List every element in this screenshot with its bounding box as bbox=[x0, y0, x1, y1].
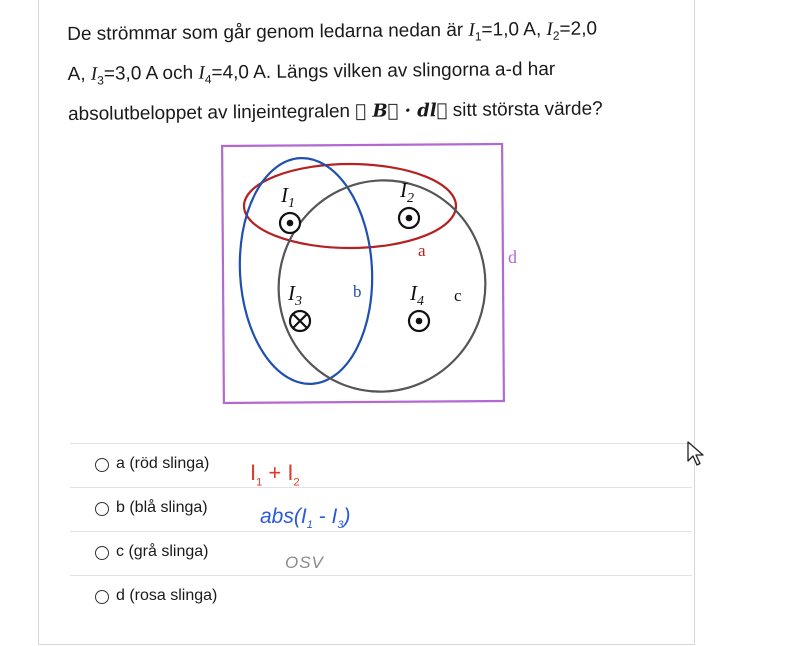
option-row-c[interactable] bbox=[70, 531, 692, 574]
option-c-label[interactable]: c (grå slinga) bbox=[116, 543, 209, 560]
option-row-a[interactable] bbox=[70, 443, 692, 489]
annotation-text: + bbox=[262, 460, 288, 485]
question-text-part: A, bbox=[67, 63, 91, 85]
current-out-of-page-icon bbox=[409, 311, 429, 331]
annotation-subscript: 2 bbox=[293, 476, 300, 489]
annotation-text: I bbox=[331, 505, 338, 528]
annotation-subscript: 1 bbox=[256, 476, 263, 489]
option-d-radio[interactable] bbox=[95, 590, 109, 604]
annotation-subscript: 1 bbox=[306, 519, 313, 532]
current-subscript: 2 bbox=[552, 28, 560, 43]
label-i3: $I_3$ bbox=[288, 281, 302, 309]
question-text-part: =2,0 bbox=[559, 18, 598, 40]
option-b-label[interactable]: b (blå slinga) bbox=[116, 499, 208, 516]
current-symbol: I bbox=[198, 62, 205, 84]
label-loop-b: b bbox=[353, 282, 362, 301]
question-text-part: =4,0 A. Längs vilken av slingorna a-d har bbox=[211, 58, 556, 84]
option-row-b[interactable] bbox=[70, 487, 692, 530]
annotation-text: I bbox=[250, 460, 257, 485]
question-text-part: De strömmar som går genom ledarna nedan är bbox=[67, 19, 469, 45]
option-b-radio[interactable] bbox=[95, 502, 109, 516]
current-out-of-page-icon bbox=[280, 213, 300, 233]
annotation-text: ) bbox=[343, 505, 351, 528]
current-into-page-icon bbox=[290, 311, 310, 331]
current-symbol: I bbox=[546, 18, 553, 40]
label-i2: $I_2$ bbox=[400, 178, 414, 206]
option-a-radio[interactable] bbox=[95, 458, 109, 472]
current-subscript: 4 bbox=[204, 72, 212, 87]
label-loop-c: c bbox=[454, 286, 462, 305]
annotation-text: abs( bbox=[260, 505, 301, 528]
line-integral-formula: ∮ B⃗ · dl⃗ bbox=[355, 99, 448, 122]
question-text-part: absolutbeloppet av linjeintegralen bbox=[67, 100, 356, 125]
loop-a-red bbox=[244, 164, 456, 248]
annotation-text: - bbox=[312, 505, 332, 528]
question-text-part: sitt största värde? bbox=[447, 97, 603, 121]
annotation-text: I bbox=[300, 505, 307, 528]
loop-b-blue bbox=[234, 155, 378, 388]
annotation-subscript: 3 bbox=[337, 519, 344, 532]
label-loop-a: a bbox=[418, 241, 426, 260]
current-out-of-page-icon bbox=[399, 208, 419, 228]
label-loop-d: d bbox=[508, 247, 517, 267]
label-i4: $I_4$ bbox=[410, 281, 424, 309]
current-subscript: 3 bbox=[97, 73, 104, 88]
option-a-label[interactable]: a (röd slinga) bbox=[116, 455, 210, 472]
annotation-text: I bbox=[287, 460, 294, 485]
current-symbol: I bbox=[90, 63, 98, 85]
mouse-pointer-icon bbox=[686, 440, 706, 468]
label-i1: $I_1$ bbox=[281, 183, 295, 211]
annotation-a-formula bbox=[250, 460, 300, 488]
current-subscript: 1 bbox=[474, 29, 482, 44]
question-text-part: =1,0 A, bbox=[481, 18, 547, 41]
annotation-c-text: OSV bbox=[285, 553, 324, 572]
option-row-d[interactable] bbox=[70, 575, 692, 618]
question-text-part: =3,0 A och bbox=[103, 62, 199, 85]
option-c-radio[interactable] bbox=[95, 546, 109, 560]
annotation-b-formula bbox=[260, 505, 350, 531]
option-d-label[interactable]: d (rosa slinga) bbox=[116, 587, 218, 604]
current-symbol: I bbox=[468, 19, 475, 41]
